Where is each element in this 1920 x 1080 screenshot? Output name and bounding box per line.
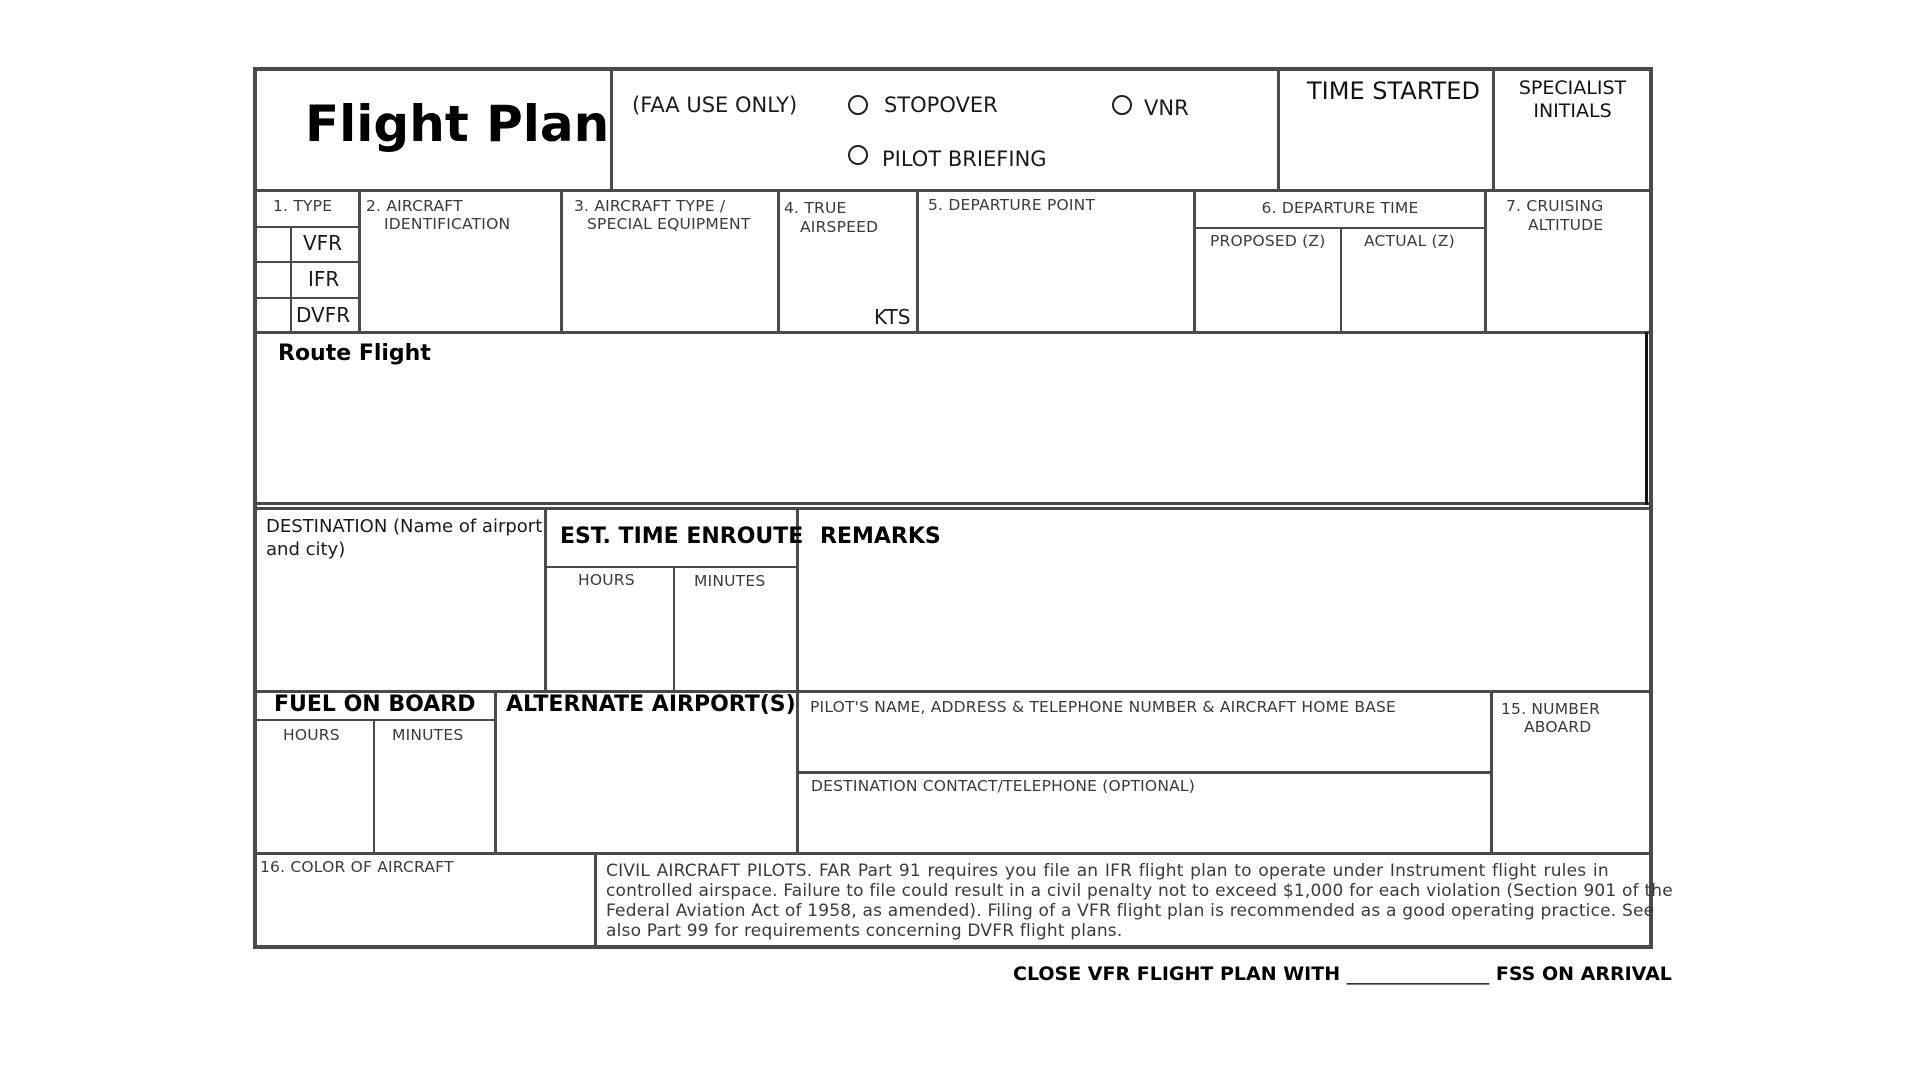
route-bottom-1: [255, 502, 1651, 505]
alternate-airports-label: ALTERNATE AIRPORT(S): [506, 692, 796, 717]
ifr-checkbox[interactable]: [258, 263, 290, 295]
aircraft-type-label-2: SPECIAL EQUIPMENT: [587, 215, 751, 233]
true-airspeed-label-2: AIRSPEED: [800, 218, 879, 236]
frame-bottom: [253, 945, 1653, 949]
vfr-checkbox[interactable]: [258, 228, 290, 260]
r5-div-color: [594, 854, 597, 947]
r4-div-fuel: [494, 692, 497, 854]
aircraft-color-label: 16. COLOR OF AIRCRAFT: [260, 858, 454, 876]
aircraft-type-label-1: 3. AIRCRAFT TYPE /: [574, 197, 726, 215]
r1-div-aircraft-type: [777, 191, 780, 332]
type-label: 1. TYPE: [273, 197, 333, 215]
notice-line-1: CIVIL AIRCRAFT PILOTS. FAR Part 91 requires you file an IFR flight plan to operate under Instrument flight rules in: [606, 861, 1609, 881]
destination-label-2: and city): [266, 539, 346, 560]
pilot-briefing-label: PILOT BRIEFING: [882, 147, 1047, 171]
route-right-dark: [1645, 332, 1648, 505]
row4-bottom: [255, 852, 1651, 855]
type-option-vfr: VFR: [303, 231, 343, 255]
close-with-text: CLOSE VFR FLIGHT PLAN WITH: [1013, 963, 1341, 985]
actual-time-label: ACTUAL (Z): [1364, 232, 1455, 250]
destination-contact-label: DESTINATION CONTACT/TELEPHONE (OPTIONAL): [811, 777, 1196, 795]
vnr-radio[interactable]: [1112, 95, 1132, 115]
faa-use-only-label: (FAA USE ONLY): [632, 93, 798, 117]
header-divider-1: [610, 69, 613, 190]
cruising-altitude-label-1: 7. CRUISING: [1506, 197, 1604, 215]
form-title: Flight Plan: [305, 95, 610, 153]
aircraft-id-label-2: IDENTIFICATION: [384, 215, 511, 233]
stopover-label: STOPOVER: [884, 93, 998, 117]
fuel-hours-label: HOURS: [283, 726, 340, 744]
notice-line-2: controlled airspace. Failure to file could result in a civil penalty not to exceed $1,000 for each violation (Section 901 of the: [606, 881, 1673, 901]
vnr-label: VNR: [1144, 96, 1189, 120]
row1-bottom: [255, 331, 1651, 334]
pilot-briefing-radio[interactable]: [848, 145, 868, 165]
r1-dep-time-sub-v: [1340, 228, 1342, 332]
kts-label: KTS: [874, 305, 911, 329]
specialist-initials-label-1: SPECIALIST: [1518, 77, 1627, 99]
type-option-dvfr: DVFR: [296, 303, 351, 327]
r3-est-sub-v: [673, 567, 675, 691]
close-flight-plan-instruction: [1013, 964, 1672, 986]
est-hours-label: HOURS: [578, 571, 635, 589]
route-flight-field[interactable]: [260, 372, 1640, 498]
departure-time-label: 6. DEPARTURE TIME: [1261, 199, 1419, 217]
number-aboard-label-1: 15. NUMBER: [1501, 700, 1601, 718]
header-bottom: [255, 189, 1651, 192]
fss-on-arrival-text: FSS ON ARRIVAL: [1495, 963, 1672, 985]
cruising-altitude-label-2: ALTITUDE: [1528, 216, 1604, 234]
proposed-time-label: PROPOSED (Z): [1210, 232, 1326, 250]
header-divider-2: [1277, 69, 1280, 190]
stopover-radio[interactable]: [848, 95, 868, 115]
r4-pilot-sub-h: [798, 771, 1491, 774]
r1-div-aircraft-id: [560, 191, 563, 332]
est-time-enroute-label: EST. TIME ENROUTE: [560, 524, 804, 549]
r4-fuel-sub-v: [373, 720, 375, 854]
time-started-label: TIME STARTED: [1307, 77, 1480, 105]
fss-blank-field[interactable]: _______________: [1346, 963, 1490, 985]
r4-fuel-sub-h: [255, 719, 495, 721]
r3-est-sub-h: [546, 566, 797, 568]
dvfr-checkbox[interactable]: [258, 299, 290, 331]
number-aboard-label-2: ABOARD: [1524, 718, 1592, 736]
fuel-on-board-label: FUEL ON BOARD: [274, 692, 476, 717]
remarks-field[interactable]: [802, 556, 1642, 684]
est-minutes-label: MINUTES: [694, 572, 766, 590]
type-option-ifr: IFR: [308, 267, 340, 291]
r1-div-airspeed: [916, 191, 919, 332]
true-airspeed-label-1: 4. TRUE: [784, 199, 847, 217]
departure-point-label: 5. DEPARTURE POINT: [928, 196, 1096, 214]
notice-line-3: Federal Aviation Act of 1958, as amended). Filing of a VFR flight plan is recommended as a good operating practice. See: [606, 901, 1655, 921]
route-bottom-2: [255, 507, 1651, 510]
fuel-minutes-label: MINUTES: [392, 726, 464, 744]
r3-div-remarks: [796, 509, 799, 854]
frame-top: [253, 67, 1653, 71]
specialist-initials-label-2: INITIALS: [1533, 100, 1612, 122]
r3-div-destination: [544, 509, 547, 692]
pilot-name-label: PILOT'S NAME, ADDRESS & TELEPHONE NUMBER & AIRCRAFT HOME BASE: [810, 698, 1397, 716]
remarks-label: REMARKS: [820, 524, 941, 549]
notice-line-4: also Part 99 for requirements concerning DVFR flight plans.: [606, 921, 1123, 941]
destination-label-1: DESTINATION (Name of airport: [266, 516, 543, 537]
route-flight-label: Route Flight: [278, 341, 431, 366]
r1-type-sub-v: [290, 227, 292, 332]
aircraft-id-label-1: 2. AIRCRAFT: [366, 197, 463, 215]
